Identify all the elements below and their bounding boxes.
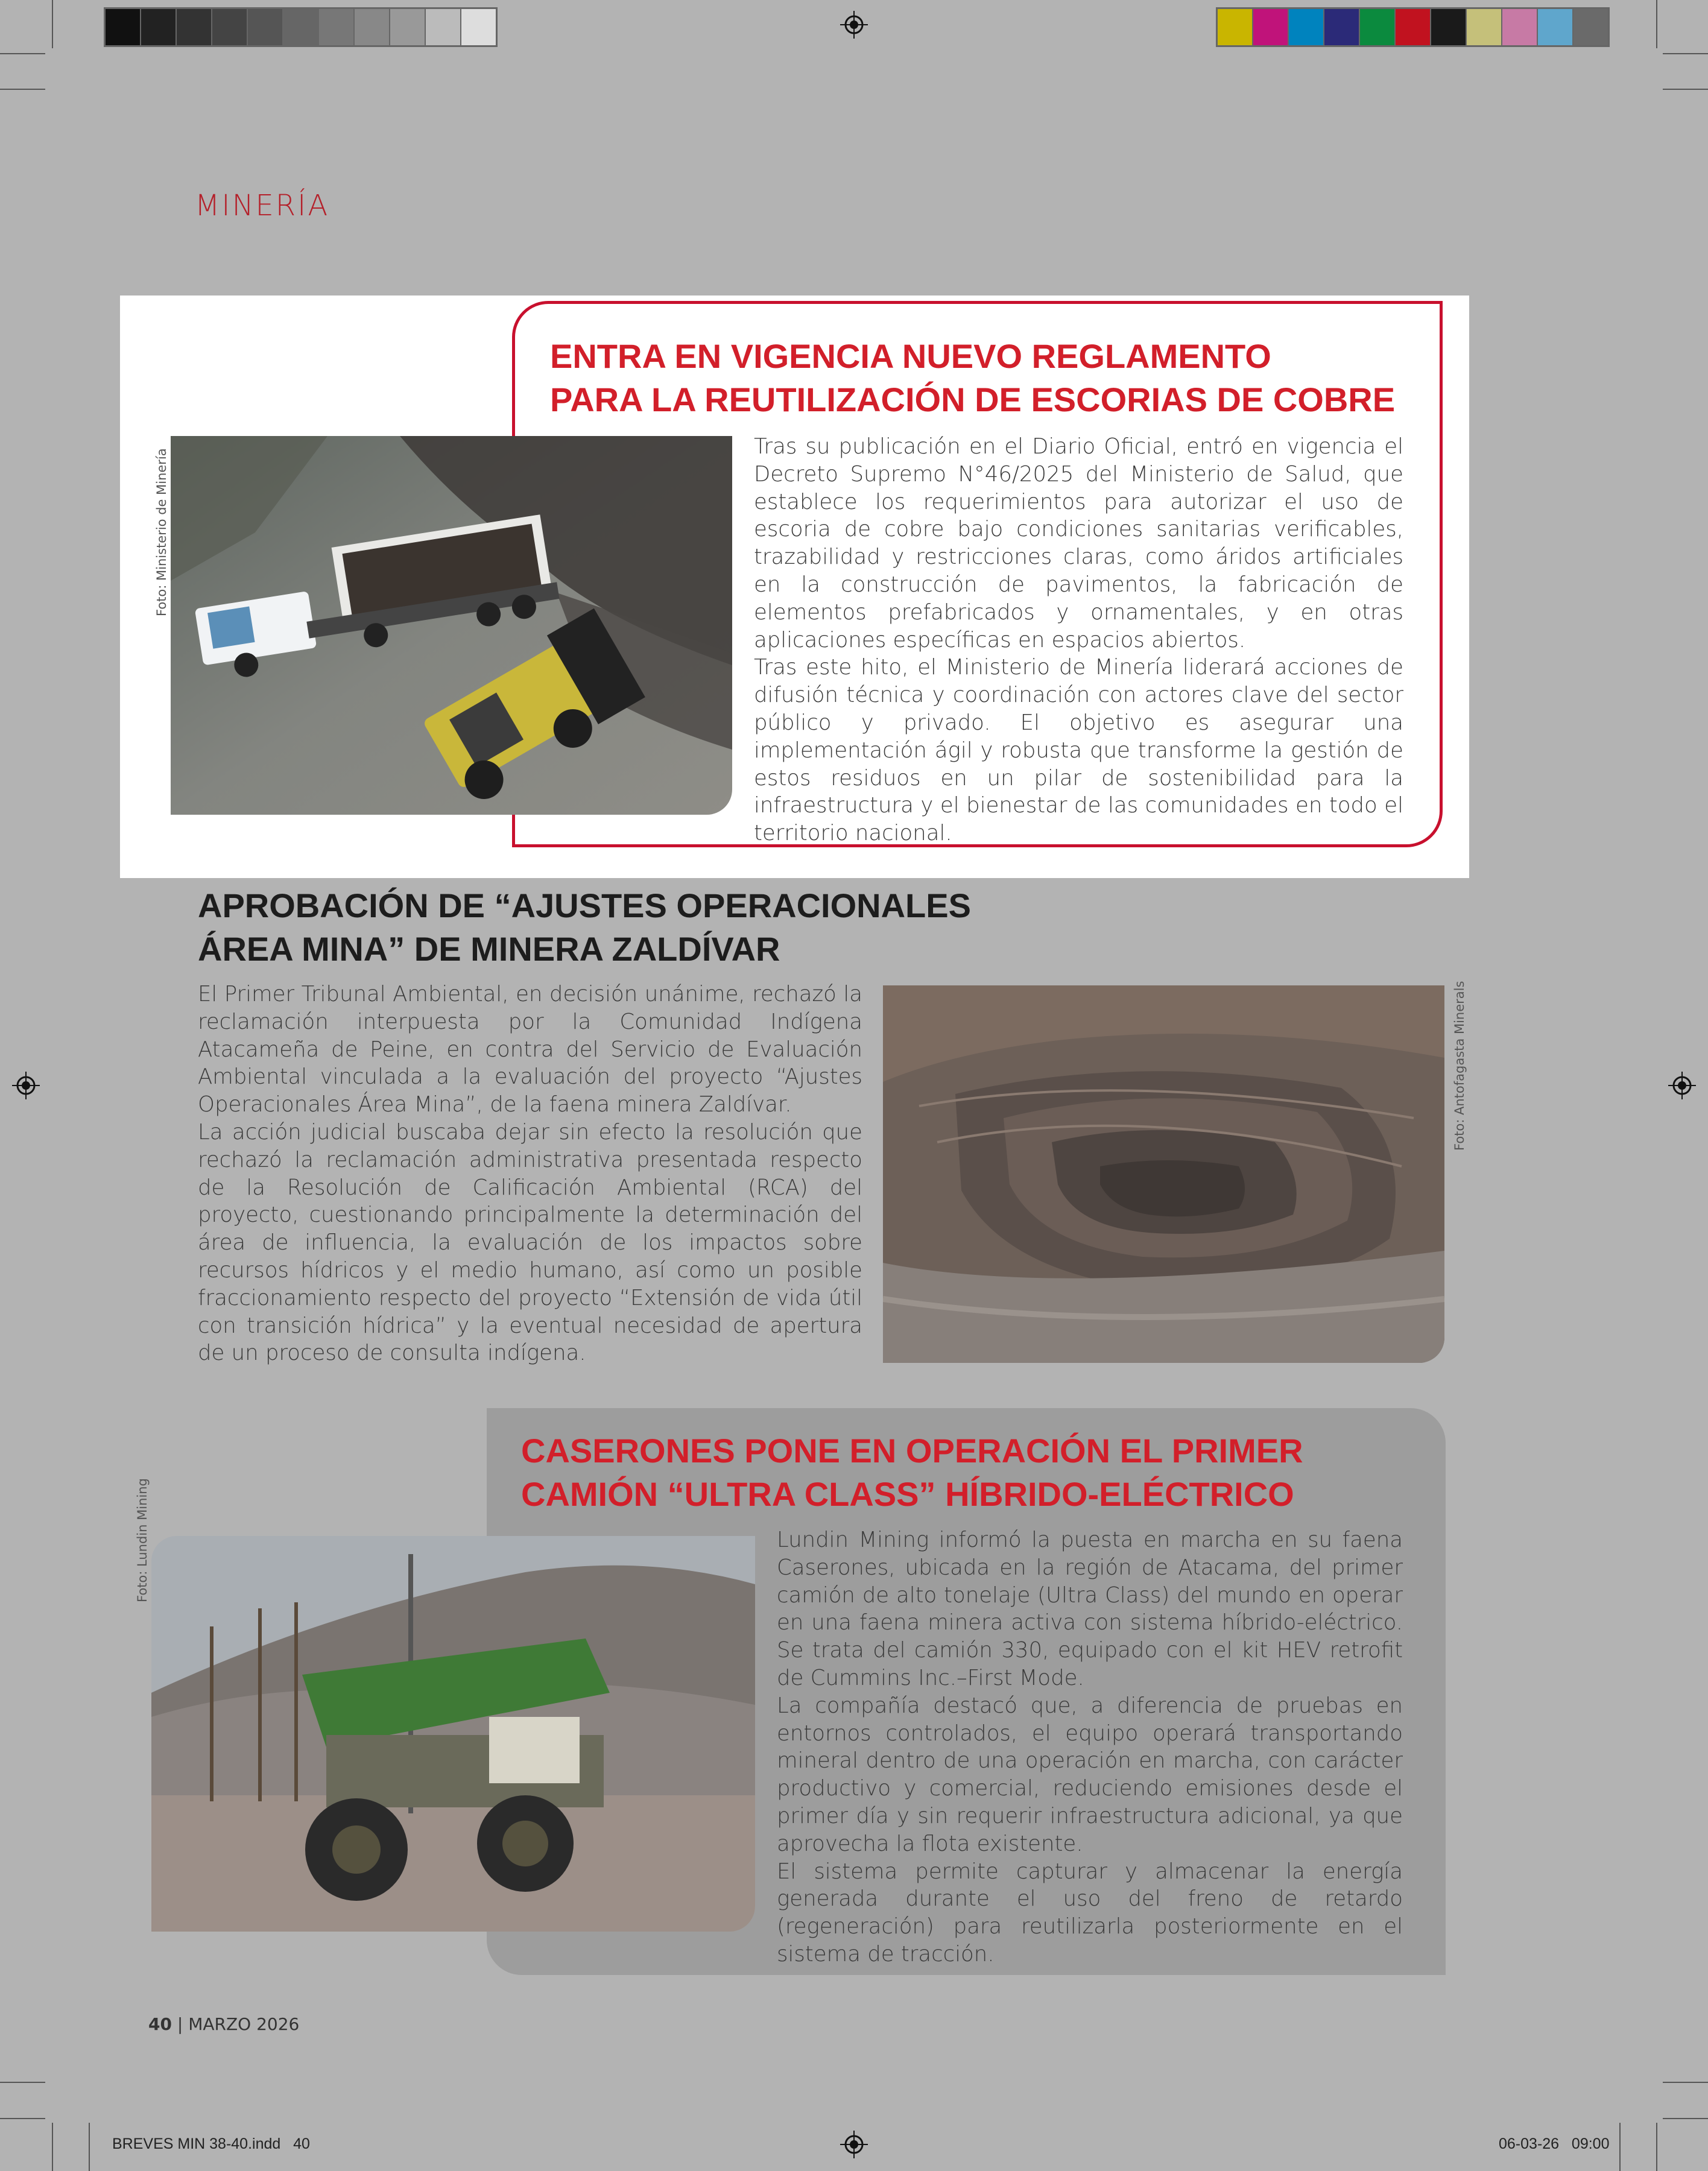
slug-file: BREVES MIN 38-40.indd 40	[112, 2135, 310, 2152]
article2-headline-line2: ÁREA MINA” DE MINERA ZALDÍVAR	[198, 930, 780, 968]
article3-paragraph1: Lundin Mining informó la puesta en marcha en su faena Caserones, ubicada en la región de Atacama, del primer camión de alto tonelaje (Ultra Class) del mundo en operar en una faena minera activa con sistema híbrido-eléctrico. Se trata del camión 330, equipado con el kit HEV retrofit de Cummins Inc.–First Mode.	[777, 1528, 1403, 1690]
article2-headline	[198, 884, 971, 971]
page-folio	[148, 2014, 299, 2034]
page-number: 40	[148, 2014, 172, 2034]
article1-headline-line2: PARA LA REUTILIZACIÓN DE ESCORIAS DE COBRE	[550, 381, 1396, 419]
folio-separator: |	[177, 2014, 183, 2034]
color-swatch-bar	[1216, 7, 1610, 47]
article2-paragraph1: El Primer Tribunal Ambiental, en decisión unánime, rechazó la reclamación interpuesta por la Comunidad Indígena Atacameña de Peine, en contra del Servicio de Evaluación Ambiental vinculada a la evaluación del proyecto “Ajustes Operacionales Área Mina”, de la faena minera Zaldívar.	[198, 982, 862, 1117]
article2-photo	[883, 985, 1444, 1363]
article3-photo-credit: Foto: Lundin Mining	[135, 1478, 150, 1602]
hybrid-truck-image	[151, 1536, 755, 1932]
article3-photo	[151, 1536, 755, 1932]
issue-date: MARZO 2026	[188, 2014, 300, 2034]
article1-paragraph1: Tras su publicación en el Diario Oficial, entró en vigencia el Decreto Supremo N°46/2025 del Ministerio de Salud, que establece los requerimientos para autorizar el uso de escoria de cobre bajo condiciones sanitarias verificables, trazabilidad y restricciones claras, como áridos artificiales en la construcción de pavimentos, la fabricación de elementos prefabricados y ornamentales, y en otras aplicaciones específicas en espacios abiertos.	[754, 434, 1403, 653]
article1-body	[754, 433, 1403, 847]
article3-headline	[521, 1429, 1303, 1516]
registration-mark-icon	[840, 11, 868, 39]
registration-mark-icon	[12, 1072, 40, 1099]
registration-mark-icon	[1668, 1072, 1696, 1099]
article2-paragraph2: La acción judicial buscaba dejar sin efecto la resolución que rechazó la reclamación administrativa presentada respecto de la Resolución de Calificación Ambiental (RCA) del proyecto, cuestionando principalmente la determinación del área de influencia, la evaluación de los impactos sobre recursos hídricos y el medio humano, así como un posible fraccionamiento respecto del proyecto “Extensión de vida útil con transición hídrica” y la eventual necesidad de apertura de un proceso de consulta indígena.	[198, 1119, 862, 1366]
article3-body	[777, 1526, 1403, 1968]
slug-datetime: 06-03-26 09:00	[1499, 2135, 1610, 2152]
article1-photo	[171, 436, 732, 815]
article2-body	[198, 981, 862, 1367]
article3-paragraph3: El sistema permite capturar y almacenar la energía generada durante el uso del freno de retardo (regeneración) para reutilizarla posteriormente en el sistema de tracción.	[777, 1859, 1403, 1967]
registration-mark-icon	[840, 2131, 868, 2158]
article1-paragraph2: Tras este hito, el Ministerio de Minería liderará acciones de difusión técnica y coordinación con actores clave del sector público y privado. El objetivo es asegurar una implementación ágil y robusta que transforme la gestión de estos residuos en un pilar de sostenibilidad para la infraestructura y el bienestar de las comunidades en todo el territorio nacional.	[754, 655, 1403, 846]
article1-headline	[550, 335, 1395, 422]
article1-photo-credit: Foto: Ministerio de Minería	[154, 448, 169, 616]
grayscale-swatch-bar	[104, 7, 498, 47]
open-pit-mine-image	[883, 985, 1444, 1363]
article3-headline-line1: CASERONES PONE EN OPERACIÓN EL PRIMER	[521, 1432, 1303, 1470]
article2-headline-line1: APROBACIÓN DE “AJUSTES OPERACIONALES	[198, 886, 971, 924]
article2-photo-credit: Foto: Antofagasta Minerals	[1452, 981, 1467, 1151]
truck-loader-photo-image	[171, 436, 732, 815]
article1-headline-line1: ENTRA EN VIGENCIA NUEVO REGLAMENTO	[550, 337, 1271, 375]
article3-paragraph2: La compañía destacó que, a diferencia de pruebas en entornos controlados, el equipo operará transportando mineral dentro de una operación en marcha, con carácter productivo y comercial, reduciendo emisiones desde el primer día y sin requerir infraestructura adicional, ya que aprovecha la flota existente.	[777, 1693, 1403, 1856]
section-label: MINERÍA	[195, 189, 330, 223]
article3-headline-line2: CAMIÓN “ULTRA CLASS” HÍBRIDO-ELÉCTRICO	[521, 1475, 1294, 1513]
